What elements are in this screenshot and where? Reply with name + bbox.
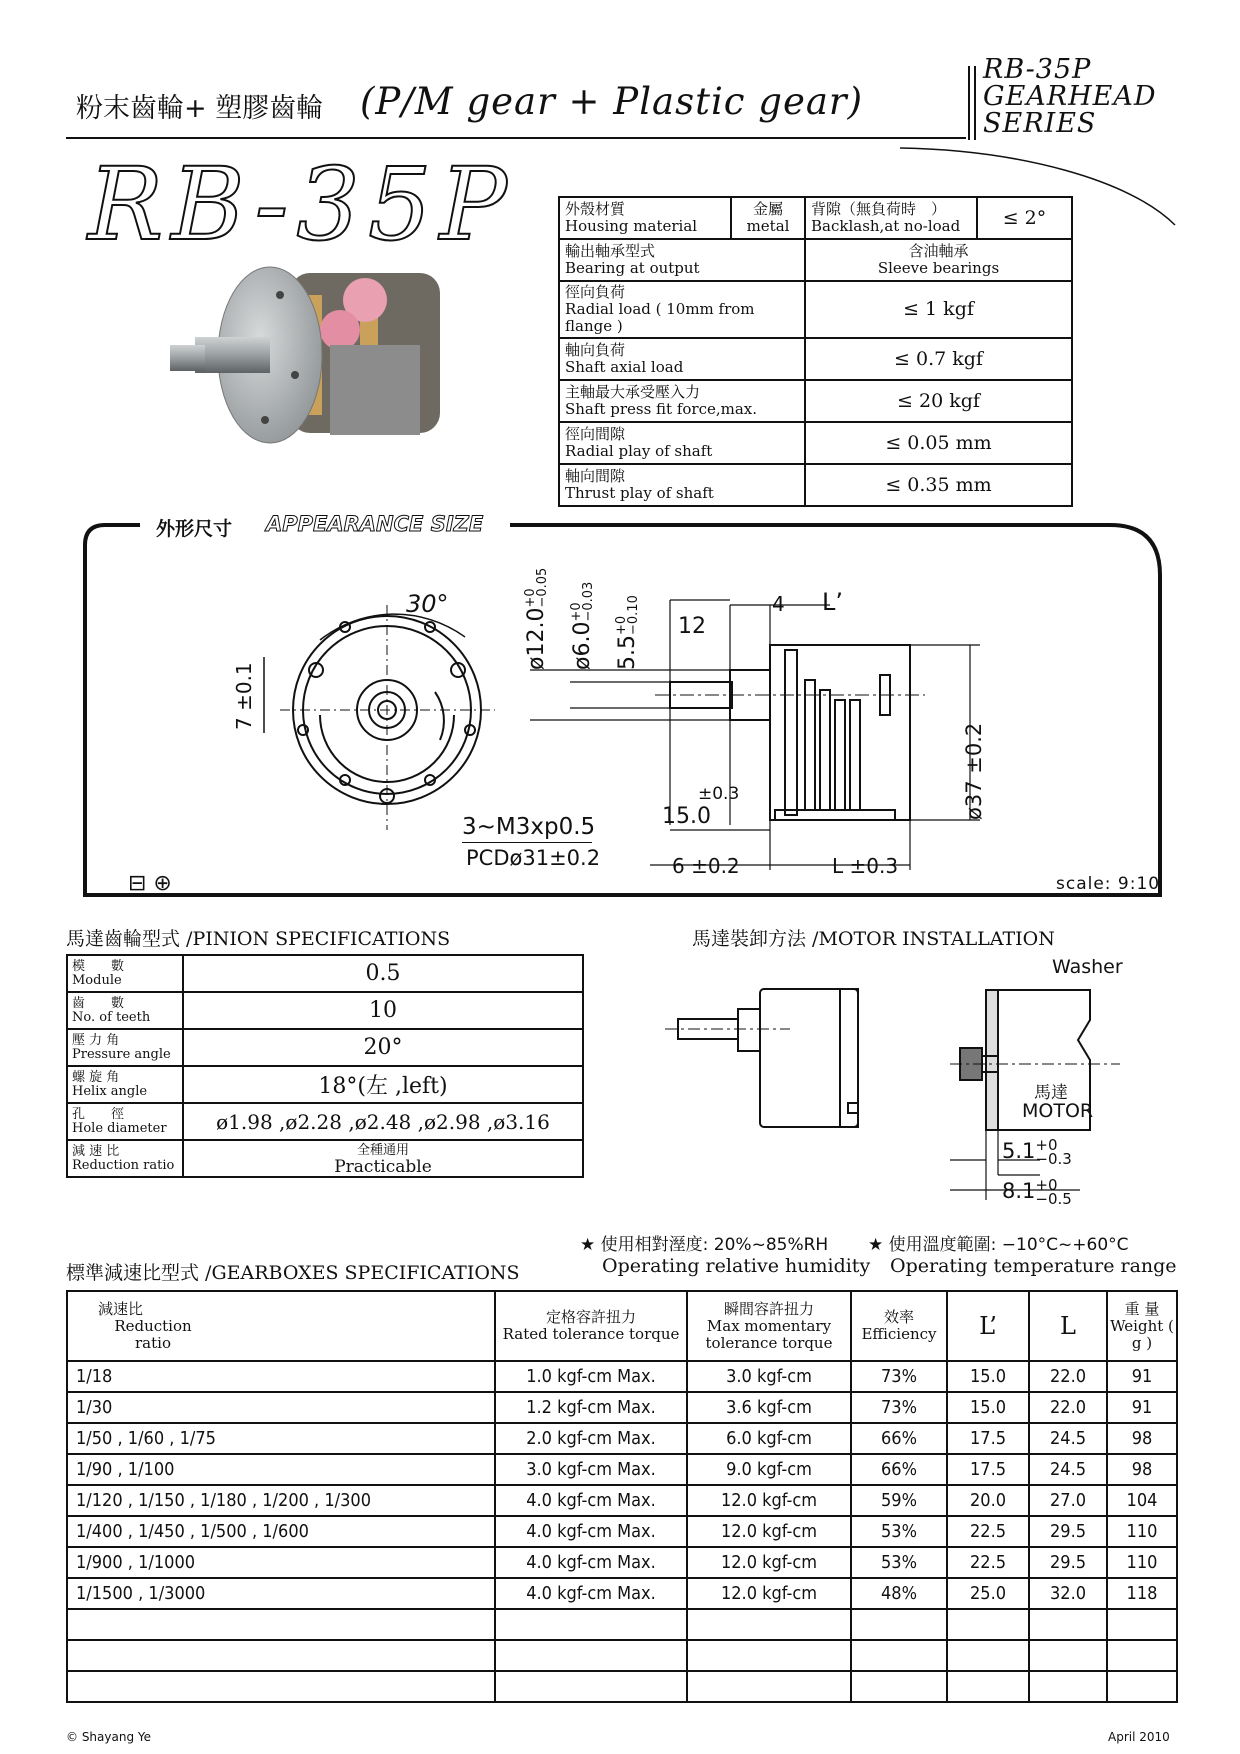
appearance-title-zh: 外形尺寸	[156, 518, 233, 540]
dim-screw: 3~M3xp0.5	[462, 814, 596, 840]
table-row	[67, 1485, 1177, 1516]
table-cell: 17.5	[947, 1423, 1029, 1454]
table-cell: 4.0 kgf-cm Max.	[495, 1485, 687, 1516]
star-icon: ★	[580, 1235, 601, 1255]
dim-dia37: ø37 ±0.2	[962, 722, 986, 820]
dim-8-1-bot: −0.5	[1035, 1190, 1072, 1208]
table-cell	[1107, 1609, 1177, 1640]
table-row	[67, 1516, 1177, 1547]
spec-label-zh: 主軸最大承受壓入力	[565, 383, 701, 401]
table-cell	[495, 1640, 687, 1671]
table-cell	[687, 1640, 851, 1671]
spec-value-en: metal	[746, 217, 790, 235]
table-row	[67, 1578, 1177, 1609]
copyright: © Shayang Ye	[66, 1730, 152, 1744]
header-en: Weight ( g )	[1110, 1316, 1174, 1352]
header-en: Rated tolerance torque	[502, 1325, 680, 1343]
temperature-en: Operating temperature range	[890, 1255, 1177, 1277]
pinion-value: ø1.98 ,ø2.28 ,ø2.48 ,ø2.98 ,ø3.16	[183, 1103, 583, 1140]
dim-dia6-tol-top: +0	[569, 602, 584, 622]
table-cell: 9.0 kgf-cm	[687, 1454, 851, 1485]
dim-4: 4	[772, 592, 785, 616]
spec-row-radial-play	[559, 422, 1072, 464]
table-cell	[1107, 1640, 1177, 1671]
table-cell: 32.0	[1029, 1578, 1107, 1609]
pinion-row-teeth	[67, 992, 583, 1029]
dim-angle: 30°	[406, 590, 449, 618]
table-cell: 3.6 kgf-cm	[687, 1392, 851, 1423]
table-cell: 12.0 kgf-cm	[687, 1516, 851, 1547]
spec-label-en: Shaft press fit force,max.	[565, 400, 758, 418]
dim-dia12-value: ø12.0	[524, 607, 549, 670]
series-model: RB-35P	[983, 54, 1092, 85]
dim-5-1-top: +0	[1035, 1136, 1058, 1154]
table-cell: 4.0 kgf-cm Max.	[495, 1547, 687, 1578]
dim-dia6-tol-bot: −0.03	[581, 581, 596, 622]
table-cell: 98	[1107, 1423, 1177, 1454]
table-cell: 24.5	[1029, 1423, 1107, 1454]
table-cell	[947, 1671, 1029, 1702]
spec-row-housing	[559, 197, 1072, 239]
pinion-label-en: No. of teeth	[72, 1009, 151, 1025]
table-cell: 20.0	[947, 1485, 1029, 1516]
temperature-zh: 使用溫度範圍: −10°C~+60°C	[888, 1235, 1129, 1255]
pinion-label-en: Reduction ratio	[72, 1157, 175, 1173]
table-cell	[851, 1609, 947, 1640]
pinion-value: 20°	[183, 1029, 583, 1066]
dim-l-prime: L’	[822, 588, 843, 616]
table-cell: 1/900 , 1/1000	[67, 1547, 495, 1578]
pinion-value-zh: 全種通用	[356, 1142, 409, 1158]
spec-value-zh: 含油軸承	[908, 242, 969, 260]
table-cell: 53%	[851, 1547, 947, 1578]
dim-5-1-bot: −0.3	[1035, 1150, 1072, 1168]
dim-dia12-tol-bot: −0.05	[535, 567, 550, 608]
humidity-en: Operating relative humidity	[602, 1255, 871, 1277]
table-row	[67, 1640, 1177, 1671]
pinion-label-en: Helix angle	[72, 1083, 148, 1099]
pinion-table	[66, 954, 584, 1178]
pinion-label-zh: 螺 旋 角	[72, 1069, 120, 1085]
header-l: L	[1029, 1291, 1107, 1361]
table-cell: 118	[1107, 1578, 1177, 1609]
screw-underline	[462, 842, 592, 843]
table-cell: 1.2 kgf-cm Max.	[495, 1392, 687, 1423]
table-row	[67, 1392, 1177, 1423]
gearbox-table-body	[67, 1361, 1177, 1702]
title-chinese: 粉末齒輪+ 塑膠齒輪	[76, 93, 324, 124]
dim-15: 15.0	[662, 804, 711, 829]
header-l-prime: L’	[947, 1291, 1029, 1361]
table-cell: 29.5	[1029, 1547, 1107, 1578]
table-cell: 73%	[851, 1361, 947, 1392]
gearbox-title: 標準減速比型式 /GEARBOXES SPECIFICATIONS	[66, 1262, 520, 1284]
backlash-label-en: Backlash,at no-load	[811, 217, 961, 235]
series-gearhead: GEARHEAD	[983, 81, 1157, 112]
table-cell: 15.0	[947, 1392, 1029, 1423]
table-cell: 104	[1107, 1485, 1177, 1516]
pinion-row-hole-diameter	[67, 1103, 583, 1140]
table-cell: 1/120 , 1/150 , 1/180 , 1/200 , 1/300	[67, 1485, 495, 1516]
spec-value: ≤ 0.35 mm	[805, 464, 1072, 506]
table-cell: 12.0 kgf-cm	[687, 1547, 851, 1578]
spec-row-press-fit	[559, 380, 1072, 422]
spec-label-zh: 徑向間隙	[565, 425, 626, 443]
table-cell: 98	[1107, 1454, 1177, 1485]
dim-dia12-tol-top: +0	[523, 588, 538, 608]
gearbox-table	[66, 1290, 1178, 1703]
table-cell: 1/1500 , 1/3000	[67, 1578, 495, 1609]
pinion-row-module	[67, 955, 583, 992]
pinion-label-zh: 模 數	[72, 958, 125, 974]
spec-label-en: Radial play of shaft	[565, 442, 713, 460]
appearance-title-en: APPEARANCE SIZE	[266, 512, 484, 536]
pinion-label-zh: 壓 力 角	[72, 1032, 120, 1048]
dim-5-1-value: 5.1	[1002, 1139, 1036, 1163]
header-zh: 減速比	[98, 1299, 144, 1318]
angle-arc	[300, 595, 500, 645]
backlash-value: ≤ 2°	[977, 197, 1072, 239]
table-cell: 2.0 kgf-cm Max.	[495, 1423, 687, 1454]
table-cell	[1107, 1671, 1177, 1702]
pinion-value: 0.5	[183, 955, 583, 992]
dim-L: L ±0.3	[832, 854, 899, 878]
dim-12: 12	[678, 614, 706, 639]
table-cell: 4.0 kgf-cm Max.	[495, 1516, 687, 1547]
table-cell: 3.0 kgf-cm Max.	[495, 1454, 687, 1485]
table-cell	[67, 1640, 495, 1671]
table-cell: 110	[1107, 1516, 1177, 1547]
table-cell: 1/30	[67, 1392, 495, 1423]
pinion-label-zh: 減 速 比	[72, 1143, 120, 1159]
star-icon: ★	[868, 1235, 889, 1255]
table-cell	[1029, 1609, 1107, 1640]
header-en: Efficiency	[861, 1325, 937, 1343]
model-title: RB-35P	[88, 146, 515, 263]
installation-gearhead-drawing	[660, 975, 890, 1145]
header-zh: 效率	[883, 1308, 914, 1326]
table-cell	[1029, 1671, 1107, 1702]
pinion-label-zh: 孔 徑	[72, 1106, 125, 1122]
spec-row-radial-load	[559, 281, 1072, 338]
header-rule	[66, 137, 966, 139]
spec-label-en: Bearing at output	[565, 259, 700, 277]
spec-label-en: Shaft axial load	[565, 358, 684, 376]
table-cell: 1/400 , 1/450 , 1/500 , 1/600	[67, 1516, 495, 1547]
series-bar-2	[974, 66, 976, 140]
projection-symbol-icon: ⊟ ⊕	[128, 871, 172, 896]
table-cell	[495, 1609, 687, 1640]
table-cell: 59%	[851, 1485, 947, 1516]
pinion-label-en: Module	[72, 972, 122, 988]
washer-label: Washer	[1052, 956, 1123, 978]
date: April 2010	[1108, 1730, 1170, 1744]
spec-label-zh: 輸出軸承型式	[565, 242, 656, 260]
spec-value: ≤ 20 kgf	[805, 380, 1072, 422]
dim-dia6-value: ø6.0	[570, 621, 595, 670]
table-cell: 29.5	[1029, 1516, 1107, 1547]
table-cell: 48%	[851, 1578, 947, 1609]
spec-label-en: Thrust play of shaft	[565, 484, 714, 502]
table-cell: 27.0	[1029, 1485, 1107, 1516]
table-row	[67, 1671, 1177, 1702]
pinion-value: 10	[183, 992, 583, 1029]
table-cell	[851, 1640, 947, 1671]
gearhead-photo	[170, 255, 470, 465]
dim-7: 7 ±0.1	[232, 662, 256, 730]
spec-row-bearing	[559, 239, 1072, 281]
dim-pcd: PCDø31±0.2	[466, 846, 601, 870]
table-cell	[687, 1609, 851, 1640]
side-view-drawing	[530, 580, 1000, 880]
table-cell: 22.5	[947, 1547, 1029, 1578]
header-zh: 重 量	[1124, 1299, 1160, 1318]
spec-value-zh: 金屬	[752, 200, 783, 218]
dim-8-1-value: 8.1	[1002, 1179, 1036, 1203]
table-cell: 53%	[851, 1516, 947, 1547]
motor-label-zh: 馬達	[1034, 1083, 1068, 1103]
spec-label-zh: 軸向負荷	[565, 341, 626, 359]
table-row	[67, 1547, 1177, 1578]
table-cell: 15.0	[947, 1361, 1029, 1392]
table-cell	[947, 1640, 1029, 1671]
pinion-value: Practicable	[334, 1156, 432, 1177]
spec-label-en: Housing material	[565, 217, 698, 235]
table-cell	[687, 1671, 851, 1702]
table-cell: 12.0 kgf-cm	[687, 1578, 851, 1609]
table-cell: 22.0	[1029, 1361, 1107, 1392]
table-cell: 91	[1107, 1361, 1177, 1392]
title-english: (P/M gear + Plastic gear)	[360, 80, 864, 123]
header-zh: 定格容許扭力	[545, 1308, 636, 1326]
temperature-block	[868, 1230, 1177, 1277]
spec-value: ≤ 0.7 kgf	[805, 338, 1072, 380]
pinion-label-en: Pressure angle	[72, 1046, 171, 1062]
table-row	[67, 1454, 1177, 1485]
table-cell: 1.0 kgf-cm Max.	[495, 1361, 687, 1392]
spec-value: ≤ 1 kgf	[805, 281, 1072, 338]
table-cell: 73%	[851, 1392, 947, 1423]
table-cell: 91	[1107, 1392, 1177, 1423]
dim-5-5-tol-top: +0	[614, 615, 629, 635]
pinion-label-en: Hole diameter	[72, 1120, 167, 1136]
table-cell	[1029, 1640, 1107, 1671]
spec-label-en: Radial load ( 10mm from flange )	[565, 300, 755, 335]
humidity-zh: 使用相對溼度: 20%~85%RH	[600, 1235, 829, 1255]
series-label	[983, 56, 1157, 137]
table-cell	[947, 1609, 1029, 1640]
pinion-row-pressure-angle	[67, 1029, 583, 1066]
table-cell: 25.0	[947, 1578, 1029, 1609]
table-cell: 1/50 , 1/60 , 1/75	[67, 1423, 495, 1454]
table-cell	[67, 1609, 495, 1640]
table-cell	[495, 1671, 687, 1702]
table-cell: 1/90 , 1/100	[67, 1454, 495, 1485]
table-cell: 24.5	[1029, 1454, 1107, 1485]
pinion-row-helix-angle	[67, 1066, 583, 1103]
backlash-label-zh: 背隙（無負荷時 ）	[811, 200, 947, 218]
dim-8-1-top: +0	[1035, 1176, 1058, 1194]
spec-label-zh: 外殼材質	[565, 200, 626, 218]
table-cell: 1/18	[67, 1361, 495, 1392]
table-cell: 12.0 kgf-cm	[687, 1485, 851, 1516]
installation-title: 馬達裝卸方法 /MOTOR INSTALLATION	[692, 928, 1055, 950]
table-cell: 6.0 kgf-cm	[687, 1423, 851, 1454]
spec-value: ≤ 0.05 mm	[805, 422, 1072, 464]
header-en: Max momentary tolerance torque	[705, 1316, 833, 1352]
series-bar-1	[968, 66, 970, 140]
dim-7-line	[254, 655, 274, 735]
dim-5-1	[1002, 1138, 1072, 1166]
housing-spec-table	[558, 196, 1073, 507]
dim-15-tol: ±0.3	[698, 784, 740, 804]
series-series: SERIES	[983, 108, 1097, 139]
spec-value-en: Sleeve bearings	[877, 259, 1000, 277]
table-cell: 22.5	[947, 1516, 1029, 1547]
spec-label-zh: 軸向間隙	[565, 467, 626, 485]
pinion-value: 18°(左 ,left)	[183, 1066, 583, 1103]
table-cell: 66%	[851, 1454, 947, 1485]
spec-row-axial-load	[559, 338, 1072, 380]
humidity-block	[580, 1230, 870, 1277]
table-cell	[851, 1671, 947, 1702]
header-en: Reduction ratio	[114, 1316, 192, 1352]
dim-5-5-tol-bot: −0.10	[626, 595, 641, 635]
spec-row-thrust-play	[559, 464, 1072, 506]
pinion-title: 馬達齒輪型式 /PINION SPECIFICATIONS	[66, 928, 451, 950]
pinion-row-reduction-ratio	[67, 1140, 583, 1177]
pinion-label-zh: 齒 數	[72, 995, 125, 1011]
spec-label-zh: 徑向負荷	[565, 283, 626, 301]
table-cell	[67, 1671, 495, 1702]
table-cell: 66%	[851, 1423, 947, 1454]
gearbox-header-row	[67, 1291, 1177, 1361]
table-row	[67, 1609, 1177, 1640]
header-zh: 瞬間容許扭力	[723, 1299, 814, 1318]
table-cell: 4.0 kgf-cm Max.	[495, 1578, 687, 1609]
scale-label: scale: 9:10	[1056, 874, 1161, 894]
motor-label-en: MOTOR	[1022, 1100, 1094, 1122]
table-cell: 3.0 kgf-cm	[687, 1361, 851, 1392]
table-row	[67, 1361, 1177, 1392]
table-cell: 17.5	[947, 1454, 1029, 1485]
table-row	[67, 1423, 1177, 1454]
dim-6: 6 ±0.2	[672, 854, 740, 878]
dim-8-1	[1002, 1178, 1072, 1206]
table-cell: 22.0	[1029, 1392, 1107, 1423]
dim-5-5-value: 5.5	[615, 635, 640, 670]
table-cell: 110	[1107, 1547, 1177, 1578]
